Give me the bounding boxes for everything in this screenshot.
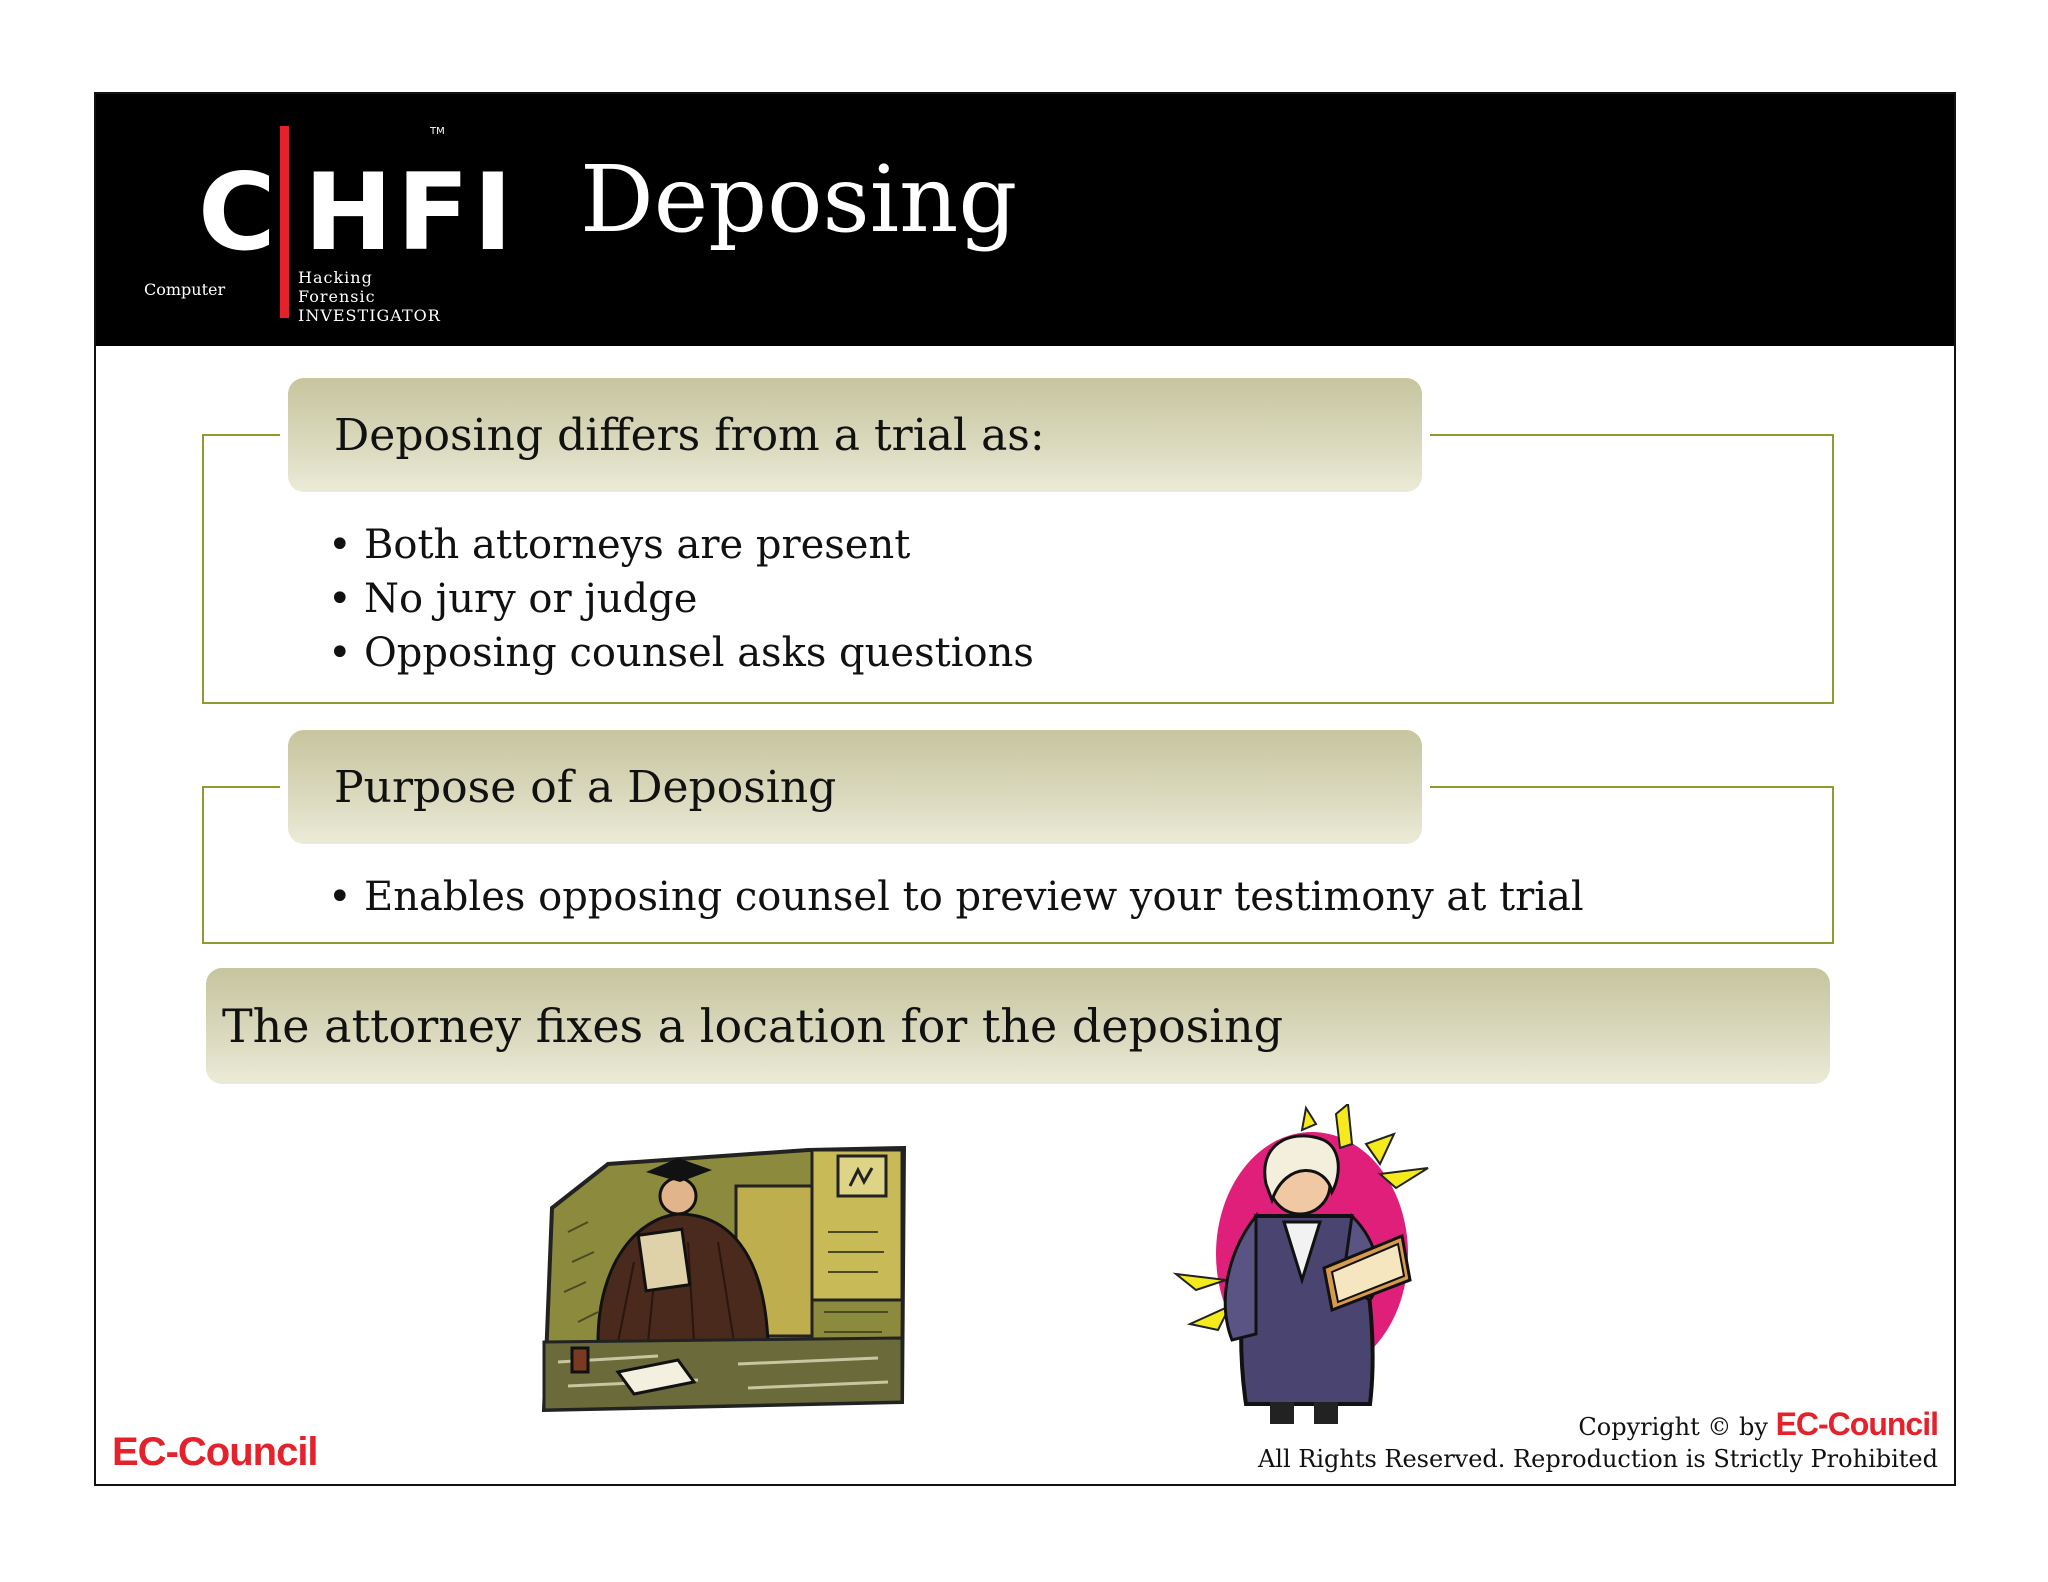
list-item: • Both attorneys are present — [328, 518, 1034, 572]
header-bar — [96, 94, 1954, 346]
bullet-list-differences — [328, 518, 1034, 680]
page-title: Deposing — [580, 146, 1018, 253]
section-heading-differences: Deposing differs from a trial as: — [288, 378, 1422, 492]
lawyer-reading-illustration — [1166, 1104, 1442, 1430]
list-item: • Opposing counsel asks questions — [328, 626, 1034, 680]
logo-subtitle — [298, 268, 456, 325]
list-item: • No jury or judge — [328, 572, 1034, 626]
slide — [94, 92, 1956, 1486]
section-heading-purpose: Purpose of a Deposing — [288, 730, 1422, 844]
copyright-line2: All Rights Reserved. Reproduction is Strictly Prohibited — [1257, 1445, 1938, 1473]
ec-council-logo: EC-Council — [112, 1430, 318, 1474]
logo-letters-hfi: HFI — [304, 151, 517, 274]
copyright-line1 — [1258, 1408, 1938, 1443]
chfi-logo — [136, 108, 517, 328]
logo-subtitle-line2: INVESTIGATOR — [298, 306, 441, 325]
copyright-brand: EC-Council — [1775, 1406, 1938, 1442]
list-item: • Enables opposing counsel to preview your testimony at trial — [328, 870, 1584, 924]
logo-red-bar — [280, 126, 289, 318]
logo-trademark: TM — [430, 126, 445, 137]
logo-computer-text: Computer — [144, 280, 226, 299]
logo-letter-c: C — [198, 151, 276, 274]
copyright-notice — [1258, 1408, 1938, 1475]
logo-subtitle-line1: Hacking Forensic — [298, 268, 376, 306]
location-banner: The attorney fixes a location for the deposing — [206, 968, 1830, 1084]
judge-at-desk-illustration — [538, 1142, 908, 1418]
bullet-list-purpose — [328, 870, 1584, 924]
copyright-prefix: Copyright © by — [1578, 1413, 1768, 1441]
